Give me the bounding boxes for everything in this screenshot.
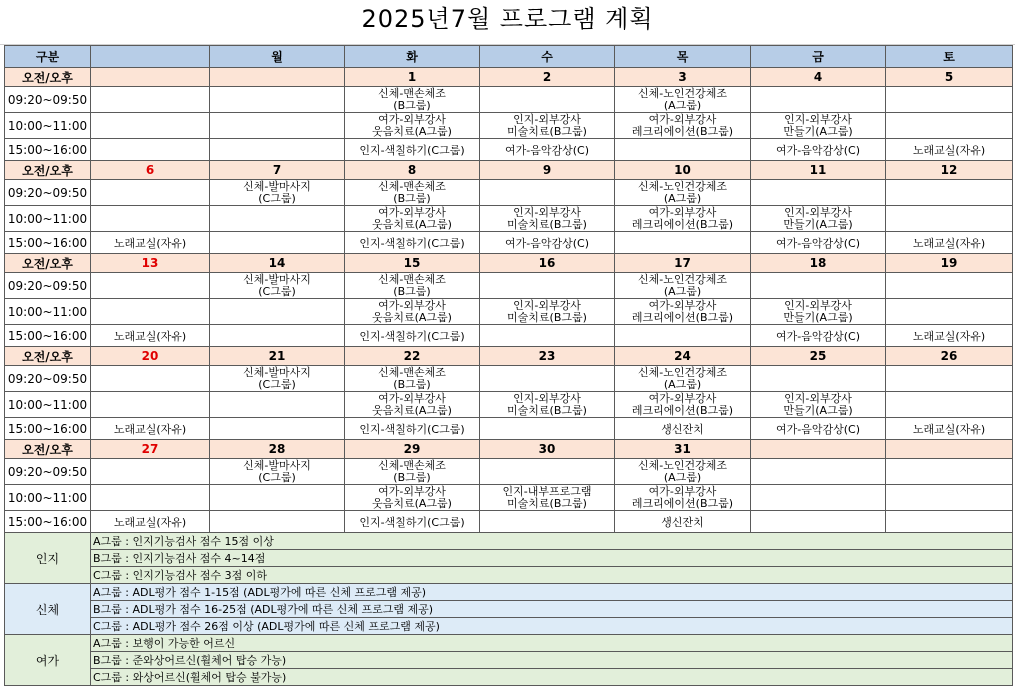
program-cell[interactable] xyxy=(886,299,1013,325)
time-slot-label[interactable]: 10:00~11:00 xyxy=(5,392,91,418)
time-slot-label[interactable]: 15:00~16:00 xyxy=(5,325,91,347)
program-cell[interactable]: 여가-음악감상(C) xyxy=(751,418,886,440)
date-cell[interactable] xyxy=(886,440,1013,459)
program-cell[interactable] xyxy=(91,87,210,113)
time-slot-row xyxy=(5,87,1013,113)
program-cell[interactable] xyxy=(615,180,751,206)
program-line: (B그룹) xyxy=(393,98,431,112)
program-line: 여가-외부강사 xyxy=(378,205,446,219)
program-line: 레크리에이션(B그룹) xyxy=(631,217,734,231)
program-cell[interactable]: 노래교실(자유) xyxy=(886,325,1013,347)
header-cell[interactable] xyxy=(91,46,210,68)
program-cell[interactable] xyxy=(886,392,1013,418)
program-cell[interactable] xyxy=(210,511,345,533)
program-cell[interactable] xyxy=(480,87,615,113)
program-cell[interactable] xyxy=(615,299,751,325)
legend-row xyxy=(5,601,1013,618)
time-slot-row xyxy=(5,232,1013,254)
date-cell[interactable]: 24 xyxy=(615,347,751,366)
program-cell[interactable] xyxy=(91,273,210,299)
program-cell[interactable] xyxy=(751,273,886,299)
program-cell[interactable]: 여가-음악감상(C) xyxy=(751,325,886,347)
program-line: 웃음치료(A그룹) xyxy=(372,496,452,510)
legend-text[interactable]: A그룹 : 보행이 가능한 어르신 xyxy=(91,635,1013,652)
date-cell[interactable]: 8 xyxy=(345,161,480,180)
legend-text[interactable]: B그룹 : 준와상어르신(휠체어 탑승 가능) xyxy=(91,652,1013,669)
program-cell[interactable] xyxy=(886,180,1013,206)
time-slot-row xyxy=(5,206,1013,232)
program-line: 여가-외부강사 xyxy=(648,298,717,312)
program-cell[interactable]: 노래교실(자유) xyxy=(91,232,210,254)
program-cell[interactable] xyxy=(210,392,345,418)
time-slot-label[interactable]: 09:20~09:50 xyxy=(5,87,91,113)
time-slot-row xyxy=(5,139,1013,161)
page-title: 2025년7월 프로그램 계획 xyxy=(361,5,654,33)
ampm-label[interactable]: 오전/오후 xyxy=(5,161,91,180)
program-cell[interactable] xyxy=(480,392,615,418)
date-cell[interactable]: 7 xyxy=(210,161,345,180)
legend-category[interactable]: 인지 xyxy=(5,533,91,584)
legend-row xyxy=(5,669,1013,686)
legend-category[interactable]: 여가 xyxy=(5,635,91,686)
program-cell[interactable] xyxy=(210,459,345,485)
program-line: (A그룹) xyxy=(663,98,702,112)
program-cell[interactable] xyxy=(210,87,345,113)
date-cell[interactable]: 17 xyxy=(615,254,751,273)
program-line: 인지-외부강사 xyxy=(513,112,581,126)
week-date-row xyxy=(5,347,1013,366)
program-line: 여가-외부강사 xyxy=(648,484,717,498)
date-cell[interactable]: 16 xyxy=(480,254,615,273)
program-line: 신체-노인건강체조 xyxy=(638,458,727,472)
program-cell[interactable] xyxy=(751,180,886,206)
program-cell[interactable]: 인지-색칠하기(C그룹) xyxy=(345,139,480,161)
program-cell[interactable]: 인지-색칠하기(C그룹) xyxy=(345,232,480,254)
program-cell[interactable]: 노래교실(자유) xyxy=(91,418,210,440)
program-line: 인지-외부강사 xyxy=(784,391,852,405)
legend-text[interactable]: C그룹 : ADL평가 점수 26점 이상 (ADL평가에 따른 신체 프로그램 제공) xyxy=(91,618,1013,635)
program-cell[interactable]: 노래교실(자유) xyxy=(91,511,210,533)
program-cell[interactable] xyxy=(210,273,345,299)
time-slot-row xyxy=(5,485,1013,511)
program-cell[interactable] xyxy=(886,366,1013,392)
program-cell[interactable]: 노래교실(자유) xyxy=(886,232,1013,254)
program-line: 웃음치료(A그룹) xyxy=(372,403,452,417)
header-cell[interactable]: 금 xyxy=(751,46,886,68)
program-cell[interactable] xyxy=(91,392,210,418)
program-cell[interactable] xyxy=(480,180,615,206)
program-cell[interactable]: 생신잔치 xyxy=(615,511,751,533)
program-cell[interactable] xyxy=(615,113,751,139)
program-line: 만들기(A그룹) xyxy=(783,217,853,231)
program-cell[interactable]: 여가-음악감상(C) xyxy=(480,139,615,161)
ampm-label[interactable]: 오전/오후 xyxy=(5,440,91,459)
program-cell[interactable] xyxy=(91,113,210,139)
program-line: 여가-외부강사 xyxy=(378,298,446,312)
program-line: 여가-외부강사 xyxy=(378,112,446,126)
program-line: 여가-외부강사 xyxy=(378,391,446,405)
date-cell[interactable]: 26 xyxy=(886,347,1013,366)
program-cell[interactable] xyxy=(480,206,615,232)
date-cell[interactable] xyxy=(210,68,345,87)
date-cell[interactable]: 22 xyxy=(345,347,480,366)
program-cell[interactable] xyxy=(91,299,210,325)
program-line: (A그룹) xyxy=(663,284,702,298)
time-slot-row xyxy=(5,459,1013,485)
program-cell[interactable] xyxy=(615,273,751,299)
ampm-label[interactable]: 오전/오후 xyxy=(5,347,91,366)
legend-row xyxy=(5,550,1013,567)
program-cell[interactable] xyxy=(345,459,480,485)
program-cell[interactable] xyxy=(345,206,480,232)
date-cell[interactable]: 20 xyxy=(91,347,210,366)
program-line: 레크리에이션(B그룹) xyxy=(631,310,734,324)
program-cell[interactable] xyxy=(210,206,345,232)
program-cell[interactable] xyxy=(751,366,886,392)
time-slot-label[interactable]: 10:00~11:00 xyxy=(5,113,91,139)
time-slot-row xyxy=(5,392,1013,418)
program-line: 신체-맨손체조 xyxy=(378,365,446,379)
program-line: 여가-외부강사 xyxy=(378,484,446,498)
date-cell[interactable]: 3 xyxy=(615,68,751,87)
time-slot-label[interactable]: 15:00~16:00 xyxy=(5,511,91,533)
program-cell[interactable] xyxy=(751,392,886,418)
program-cell[interactable] xyxy=(91,180,210,206)
legend-text[interactable]: A그룹 : 인지기능검사 점수 15점 이상 xyxy=(91,533,1013,550)
program-cell[interactable] xyxy=(91,459,210,485)
program-line: 인지-내부프로그램 xyxy=(502,484,592,498)
program-line: 레크리에이션(B그룹) xyxy=(631,496,734,510)
program-cell[interactable] xyxy=(345,87,480,113)
program-cell[interactable] xyxy=(886,206,1013,232)
date-cell[interactable]: 21 xyxy=(210,347,345,366)
program-line: (B그룹) xyxy=(393,284,431,298)
week-date-row xyxy=(5,161,1013,180)
program-cell[interactable] xyxy=(210,180,345,206)
date-cell[interactable]: 29 xyxy=(345,440,480,459)
program-cell[interactable] xyxy=(210,299,345,325)
program-line: 인지-외부강사 xyxy=(784,112,852,126)
program-cell[interactable] xyxy=(345,485,480,511)
program-line: (B그룹) xyxy=(393,191,431,205)
legend-text[interactable]: C그룹 : 인지기능검사 점수 3점 이하 xyxy=(91,567,1013,584)
program-cell[interactable] xyxy=(210,366,345,392)
program-cell[interactable] xyxy=(480,113,615,139)
time-slot-label[interactable]: 10:00~11:00 xyxy=(5,299,91,325)
date-cell[interactable]: 2 xyxy=(480,68,615,87)
program-cell[interactable] xyxy=(480,366,615,392)
week-date-row xyxy=(5,68,1013,87)
program-cell[interactable] xyxy=(886,511,1013,533)
program-cell[interactable] xyxy=(615,366,751,392)
date-cell[interactable]: 11 xyxy=(751,161,886,180)
program-cell[interactable] xyxy=(886,459,1013,485)
program-line: (B그룹) xyxy=(393,470,431,484)
program-cell[interactable] xyxy=(751,206,886,232)
legend-row xyxy=(5,652,1013,669)
program-cell[interactable] xyxy=(886,273,1013,299)
program-line: 신체-맨손체조 xyxy=(378,86,446,100)
program-line: 인지-외부강사 xyxy=(513,298,581,312)
date-cell[interactable]: 5 xyxy=(886,68,1013,87)
program-cell[interactable] xyxy=(345,392,480,418)
program-cell[interactable] xyxy=(480,485,615,511)
legend-text[interactable]: C그룹 : 와상어르신(휠체어 탑승 불가능) xyxy=(91,669,1013,686)
time-slot-label[interactable]: 15:00~16:00 xyxy=(5,139,91,161)
program-cell[interactable] xyxy=(615,325,751,347)
program-line: 신체-노인건강체조 xyxy=(638,272,727,286)
date-cell[interactable]: 10 xyxy=(615,161,751,180)
header-cell[interactable]: 목 xyxy=(615,46,751,68)
program-line: (B그룹) xyxy=(393,377,431,391)
program-line: 미술치료(B그룹) xyxy=(507,496,587,510)
program-line: 신체-발마사지 xyxy=(243,458,311,472)
header-cell[interactable]: 수 xyxy=(480,46,615,68)
program-cell[interactable] xyxy=(210,139,345,161)
program-cell[interactable] xyxy=(480,418,615,440)
date-cell[interactable] xyxy=(751,440,886,459)
program-line: (A그룹) xyxy=(663,377,702,391)
program-line: 신체-맨손체조 xyxy=(378,458,446,472)
date-cell[interactable]: 18 xyxy=(751,254,886,273)
program-cell[interactable] xyxy=(345,366,480,392)
program-cell[interactable]: 노래교실(자유) xyxy=(886,139,1013,161)
program-line: 여가-외부강사 xyxy=(648,205,717,219)
program-cell[interactable] xyxy=(480,273,615,299)
program-cell[interactable] xyxy=(91,485,210,511)
program-cell[interactable] xyxy=(210,325,345,347)
program-cell[interactable] xyxy=(615,139,751,161)
time-slot-label[interactable]: 09:20~09:50 xyxy=(5,273,91,299)
program-line: 인지-외부강사 xyxy=(513,205,581,219)
program-cell[interactable] xyxy=(345,273,480,299)
header-cell[interactable]: 구분 xyxy=(5,46,91,68)
program-cell[interactable] xyxy=(210,485,345,511)
program-line: 신체-발마사지 xyxy=(243,179,311,193)
legend-text[interactable]: B그룹 : ADL평가 점수 16-25점 (ADL평가에 따른 신체 프로그램 제공) xyxy=(91,601,1013,618)
program-line: 인지-외부강사 xyxy=(784,205,852,219)
program-cell[interactable]: 노래교실(자유) xyxy=(886,418,1013,440)
time-slot-label[interactable]: 09:20~09:50 xyxy=(5,180,91,206)
program-cell[interactable] xyxy=(615,206,751,232)
header-cell[interactable]: 토 xyxy=(886,46,1013,68)
time-slot-row xyxy=(5,113,1013,139)
program-line: 레크리에이션(B그룹) xyxy=(631,124,734,138)
date-cell[interactable]: 23 xyxy=(480,347,615,366)
date-cell[interactable]: 28 xyxy=(210,440,345,459)
program-cell[interactable] xyxy=(91,139,210,161)
program-cell[interactable] xyxy=(345,180,480,206)
program-line: (C그룹) xyxy=(258,377,296,391)
program-line: 웃음치료(A그룹) xyxy=(372,310,452,324)
program-cell[interactable] xyxy=(886,113,1013,139)
program-cell[interactable] xyxy=(480,459,615,485)
program-cell[interactable] xyxy=(91,366,210,392)
program-cell[interactable] xyxy=(615,459,751,485)
date-cell[interactable]: 6 xyxy=(91,161,210,180)
ampm-label[interactable]: 오전/오후 xyxy=(5,68,91,87)
program-cell[interactable] xyxy=(210,232,345,254)
header-cell[interactable]: 월 xyxy=(210,46,345,68)
legend-row xyxy=(5,567,1013,584)
program-cell[interactable] xyxy=(615,392,751,418)
program-cell[interactable]: 인지-색칠하기(C그룹) xyxy=(345,418,480,440)
header-cell[interactable]: 화 xyxy=(345,46,480,68)
program-cell[interactable] xyxy=(480,511,615,533)
program-line: 신체-발마사지 xyxy=(243,365,311,379)
time-slot-label[interactable]: 15:00~16:00 xyxy=(5,232,91,254)
program-line: 미술치료(B그룹) xyxy=(507,403,587,417)
program-cell[interactable]: 생신잔치 xyxy=(615,418,751,440)
time-slot-label[interactable]: 10:00~11:00 xyxy=(5,485,91,511)
program-cell[interactable] xyxy=(210,113,345,139)
time-slot-label[interactable]: 10:00~11:00 xyxy=(5,206,91,232)
program-line: 여가-외부강사 xyxy=(648,112,717,126)
date-cell[interactable]: 9 xyxy=(480,161,615,180)
program-line: (C그룹) xyxy=(258,191,296,205)
program-cell[interactable] xyxy=(345,113,480,139)
date-cell[interactable]: 1 xyxy=(345,68,480,87)
program-cell[interactable] xyxy=(751,485,886,511)
program-line: (A그룹) xyxy=(663,191,702,205)
program-line: 신체-발마사지 xyxy=(243,272,311,286)
program-line: (A그룹) xyxy=(663,470,702,484)
program-cell[interactable]: 여가-음악감상(C) xyxy=(751,139,886,161)
time-slot-row xyxy=(5,180,1013,206)
program-cell[interactable] xyxy=(615,232,751,254)
program-cell[interactable] xyxy=(751,113,886,139)
date-cell[interactable]: 4 xyxy=(751,68,886,87)
date-cell[interactable]: 14 xyxy=(210,254,345,273)
program-line: 여가-외부강사 xyxy=(648,391,717,405)
program-line: 신체-맨손체조 xyxy=(378,272,446,286)
legend-row xyxy=(5,584,1013,601)
program-line: 미술치료(B그룹) xyxy=(507,217,587,231)
program-line: 신체-노인건강체조 xyxy=(638,86,727,100)
program-line: 만들기(A그룹) xyxy=(783,310,853,324)
program-cell[interactable] xyxy=(751,511,886,533)
program-line: 웃음치료(A그룹) xyxy=(372,217,452,231)
time-slot-label[interactable]: 15:00~16:00 xyxy=(5,418,91,440)
date-cell[interactable]: 27 xyxy=(91,440,210,459)
program-cell[interactable] xyxy=(480,325,615,347)
date-cell[interactable]: 13 xyxy=(91,254,210,273)
date-cell[interactable]: 15 xyxy=(345,254,480,273)
program-line: 신체-노인건강체조 xyxy=(638,179,727,193)
date-cell[interactable]: 19 xyxy=(886,254,1013,273)
legend-text[interactable]: A그룹 : ADL평가 점수 1-15점 (ADL평가에 따른 신체 프로그램 제공) xyxy=(91,584,1013,601)
sheet-gridline xyxy=(0,36,1015,45)
program-cell[interactable] xyxy=(345,299,480,325)
date-cell[interactable]: 12 xyxy=(886,161,1013,180)
program-line: 신체-노인건강체조 xyxy=(638,365,727,379)
program-line: 신체-맨손체조 xyxy=(378,179,446,193)
program-line: (C그룹) xyxy=(258,284,296,298)
time-slot-row xyxy=(5,418,1013,440)
week-date-row xyxy=(5,254,1013,273)
program-cell[interactable]: 여가-음악감상(C) xyxy=(751,232,886,254)
program-cell[interactable] xyxy=(210,418,345,440)
time-slot-row xyxy=(5,511,1013,533)
program-cell[interactable] xyxy=(615,87,751,113)
program-line: (C그룹) xyxy=(258,470,296,484)
program-cell[interactable] xyxy=(751,87,886,113)
legend-row xyxy=(5,635,1013,652)
program-cell[interactable]: 인지-색칠하기(C그룹) xyxy=(345,325,480,347)
program-line: 만들기(A그룹) xyxy=(783,124,853,138)
time-slot-row xyxy=(5,325,1013,347)
week-date-row xyxy=(5,440,1013,459)
time-slot-label[interactable]: 09:20~09:50 xyxy=(5,366,91,392)
legend-row xyxy=(5,533,1013,550)
program-cell[interactable] xyxy=(615,485,751,511)
time-slot-row xyxy=(5,273,1013,299)
program-schedule-table xyxy=(4,45,1013,686)
time-slot-row xyxy=(5,299,1013,325)
time-slot-label[interactable]: 09:20~09:50 xyxy=(5,459,91,485)
program-cell[interactable] xyxy=(91,206,210,232)
program-line: 웃음치료(A그룹) xyxy=(372,124,452,138)
program-line: 인지-외부강사 xyxy=(513,391,581,405)
program-line: 미술치료(B그룹) xyxy=(507,124,587,138)
legend-category[interactable]: 신체 xyxy=(5,584,91,635)
program-cell[interactable] xyxy=(886,485,1013,511)
program-cell[interactable] xyxy=(480,299,615,325)
program-line: 미술치료(B그룹) xyxy=(507,310,587,324)
date-cell[interactable]: 30 xyxy=(480,440,615,459)
program-cell[interactable]: 노래교실(자유) xyxy=(91,325,210,347)
date-cell[interactable]: 25 xyxy=(751,347,886,366)
program-line: 인지-외부강사 xyxy=(784,298,852,312)
program-cell[interactable] xyxy=(886,87,1013,113)
ampm-label[interactable]: 오전/오후 xyxy=(5,254,91,273)
date-cell[interactable]: 31 xyxy=(615,440,751,459)
time-slot-row xyxy=(5,366,1013,392)
program-cell[interactable] xyxy=(751,459,886,485)
header-row xyxy=(5,46,1013,68)
program-cell[interactable]: 여가-음악감상(C) xyxy=(480,232,615,254)
program-cell[interactable] xyxy=(751,299,886,325)
program-line: 만들기(A그룹) xyxy=(783,403,853,417)
legend-row xyxy=(5,618,1013,635)
date-cell[interactable] xyxy=(91,68,210,87)
program-line: 레크리에이션(B그룹) xyxy=(631,403,734,417)
program-cell[interactable]: 인지-색칠하기(C그룹) xyxy=(345,511,480,533)
legend-text[interactable]: B그룹 : 인지기능검사 점수 4~14점 xyxy=(91,550,1013,567)
